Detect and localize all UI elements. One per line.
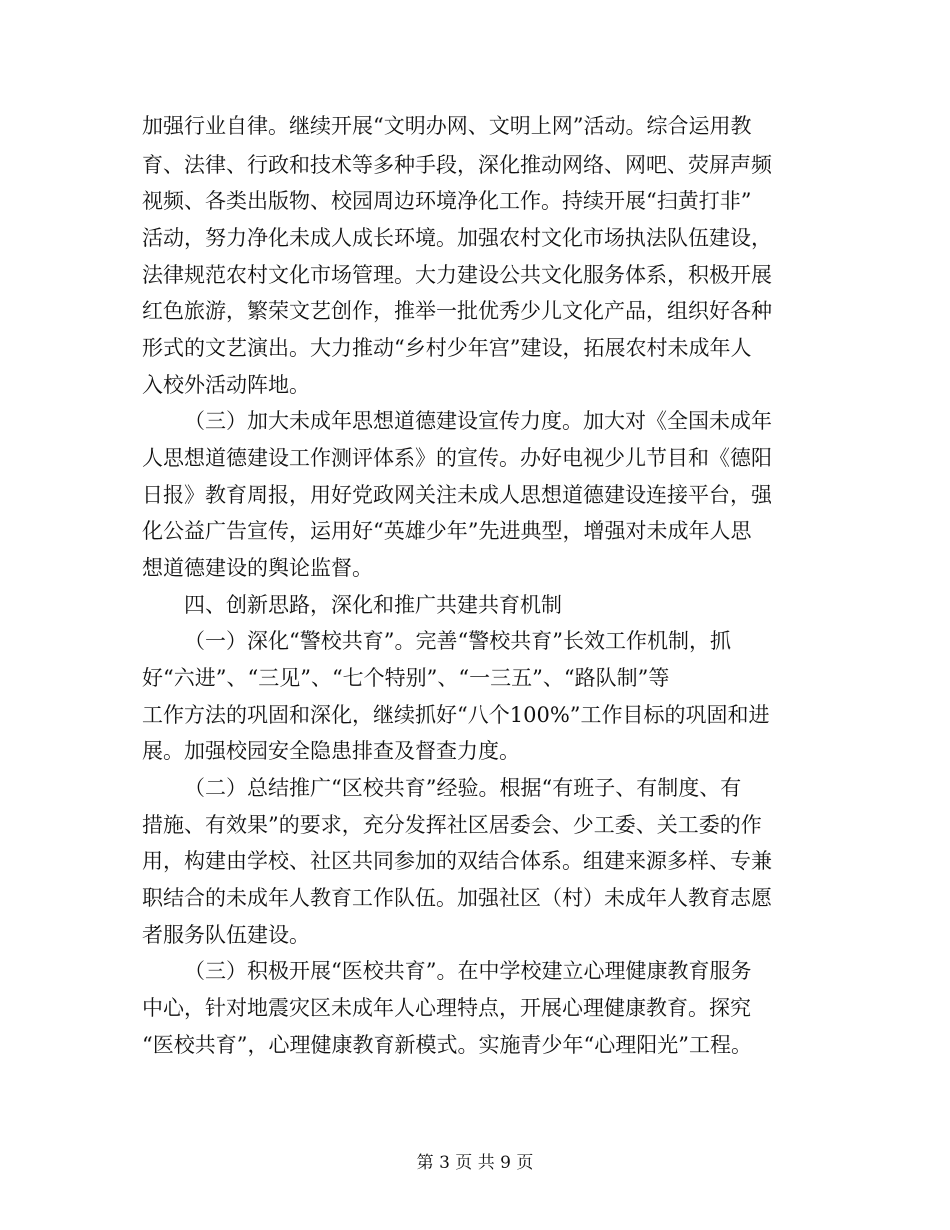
body-text-line: 人思想道德建设工作测评体系》的宣传。办好电视少儿节目和《德阳 (142, 446, 772, 470)
body-text-line: 中心，针对地震灾区未成年人心理特点，开展心理健康教育。探究 (142, 996, 751, 1020)
body-text-line: 育、法律、行政和技术等多种手段，深化推动网络、网吧、荧屏声频 (142, 153, 772, 177)
body-text-line: 日报》教育周报，用好党政网关注未成人思想道德建设连接平台，强 (142, 483, 772, 507)
page-number-footer: 第 3 页 共 9 页 (416, 1153, 534, 1173)
body-text-line: 入校外活动阵地。 (142, 373, 310, 397)
body-text-line: 视频、各类出版物、校园周边环境净化工作。持续开展“扫黄打非” (142, 189, 752, 213)
body-text-line: 红色旅游，繁荣文艺创作，推举一批优秀少儿文化产品，组织好各种 (142, 299, 772, 323)
body-text-line: 加强行业自律。继续开展“文明办网、文明上网”活动。综合运用教 (142, 114, 752, 138)
body-text-line: 展。加强校园安全隐患排查及督查力度。 (142, 739, 520, 763)
body-text-line: 职结合的未成年人教育工作队伍。加强社区（村）未成年人教育志愿 (142, 886, 772, 910)
paragraph-start-line: （二）总结推广“区校共育”经验。根据“有班子、有制度、有 (184, 776, 742, 800)
body-text-line: “医校共育”，心理健康教育新模式。实施青少年“心理阳光”工程。 (142, 1033, 752, 1057)
body-text-line: 工作方法的巩固和深化，继续抓好“八个100%”工作目标的巩固和进 (142, 703, 770, 727)
body-text-line: 用，构建由学校、社区共同参加的双结合体系。组建来源多样、专兼 (142, 849, 772, 873)
body-text-line: 活动，努力净化未成人成长环境。加强农村文化市场执法队伍建设， (142, 226, 772, 250)
section-heading: 四、创新思路，深化和推广共建共育机制 (184, 593, 562, 617)
body-text-line: 措施、有效果”的要求，充分发挥社区居委会、少工委、关工委的作 (142, 813, 762, 837)
body-text-line: 化公益广告宣传，运用好“英雄少年”先进典型，增强对未成年人思 (142, 519, 752, 543)
body-text-line: 想道德建设的舆论监督。 (142, 556, 373, 580)
paragraph-start-line: （三）积极开展“医校共育”。在中学校建立心理健康教育服务 (184, 959, 752, 983)
paragraph-start-line: （三）加大未成年思想道德建设宣传力度。加大对《全国未成年 (184, 409, 772, 433)
body-text-line: 法律规范农村文化市场管理。大力建设公共文化服务体系，积极开展 (142, 263, 772, 287)
body-text-line: 形式的文艺演出。大力推动“乡村少年宫”建设，拓展农村未成年人 (142, 336, 752, 360)
body-text-line: 好“六进”、“三见”、“七个特别”、“一三五”、“路队制”等 (142, 666, 670, 690)
paragraph-start-line: （一）深化“警校共育”。完善“警校共育”长效工作机制，抓 (184, 629, 731, 653)
body-text-line: 者服务队伍建设。 (142, 923, 310, 947)
